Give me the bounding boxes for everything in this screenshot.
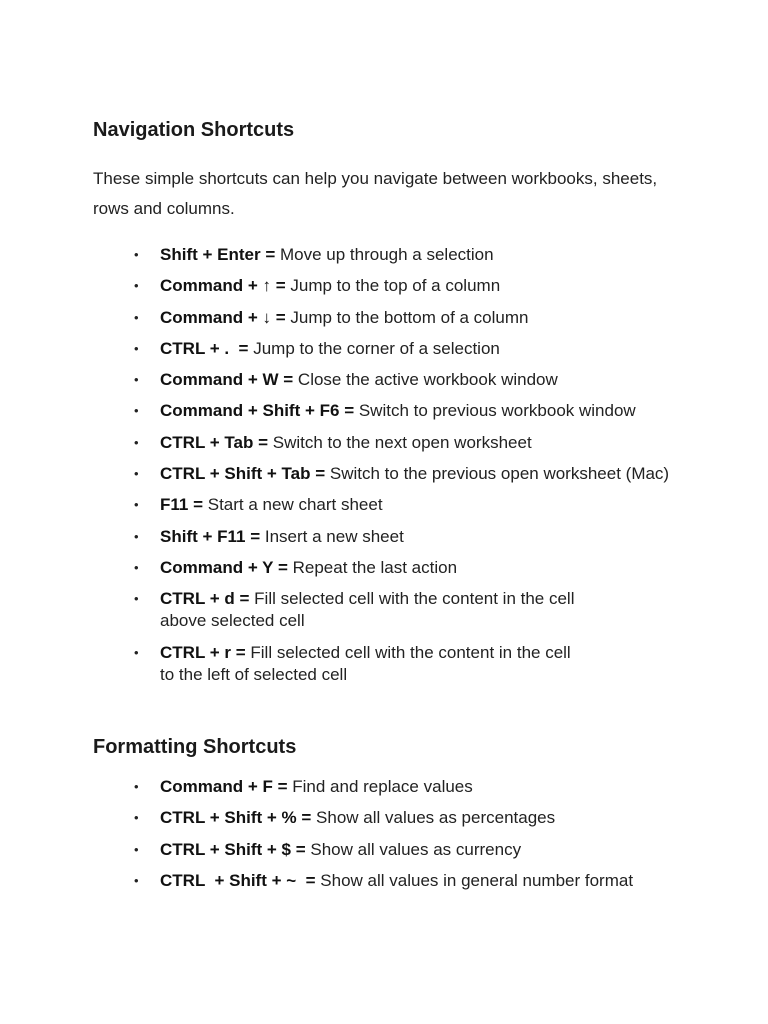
list-item bbox=[93, 807, 693, 829]
shortcut-description: Insert a new sheet bbox=[260, 526, 404, 546]
list-item bbox=[93, 839, 693, 861]
shortcut-keys: Command + ↓ = bbox=[160, 307, 286, 327]
list-item bbox=[93, 870, 693, 892]
list-item bbox=[93, 642, 580, 686]
shortcut-description: Jump to the bottom of a column bbox=[285, 307, 529, 327]
shortcut-description: Jump to the top of a column bbox=[285, 276, 501, 296]
list-item bbox=[93, 432, 693, 454]
shortcut-description: Switch to previous workbook window bbox=[354, 401, 636, 421]
shortcut-keys: Command + F = bbox=[160, 777, 288, 796]
list-item bbox=[93, 588, 580, 632]
shortcut-description: Fill selected cell with the content in the cell to the left of selected cell bbox=[160, 642, 571, 684]
list-item bbox=[93, 307, 693, 329]
shortcut-description: Jump to the corner of a selection bbox=[248, 338, 500, 358]
navigation-intro: These simple shortcuts can help you navigate between workbooks, sheets, rows and columns. bbox=[93, 169, 658, 218]
shortcut-description: Show all values in general number format bbox=[315, 870, 634, 890]
formatting-heading: Formatting Shortcuts bbox=[93, 736, 297, 758]
list-item bbox=[93, 557, 693, 579]
shortcut-keys: F11 = bbox=[160, 495, 204, 515]
shortcut-keys: Command + Shift + F6 = bbox=[160, 401, 355, 421]
shortcut-keys: Command + ↑ = bbox=[160, 276, 286, 296]
shortcut-keys: CTRL + . = bbox=[160, 338, 249, 358]
shortcut-keys: CTRL + Shift + Tab = bbox=[160, 464, 326, 484]
list-item bbox=[93, 776, 693, 798]
shortcut-keys: CTRL + d = bbox=[160, 589, 250, 609]
list-item bbox=[93, 400, 693, 422]
shortcut-description: Move up through a selection bbox=[275, 245, 494, 264]
list-item bbox=[93, 494, 693, 516]
list-item bbox=[93, 526, 693, 548]
shortcut-description: Find and replace values bbox=[287, 777, 473, 796]
shortcut-keys: CTRL + Shift + % = bbox=[160, 808, 312, 828]
list-item bbox=[93, 244, 693, 266]
shortcut-description: Switch to the next open worksheet bbox=[268, 432, 532, 452]
shortcut-keys: CTRL + Shift + ~ = bbox=[160, 870, 316, 890]
list-item bbox=[93, 369, 693, 391]
shortcut-description: Fill selected cell with the content in the cell above selected cell bbox=[160, 589, 575, 631]
shortcut-keys: CTRL + Shift + $ = bbox=[160, 839, 306, 859]
list-item bbox=[93, 338, 693, 360]
shortcut-description: Show all values as currency bbox=[305, 839, 522, 859]
shortcut-keys: Command + Y = bbox=[160, 557, 288, 577]
shortcut-description: Repeat the last action bbox=[287, 557, 458, 577]
navigation-heading: Navigation Shortcuts bbox=[93, 119, 295, 141]
formatting-shortcut-list bbox=[93, 776, 693, 901]
list-item bbox=[93, 275, 693, 297]
shortcut-keys: Command + W = bbox=[160, 370, 294, 390]
shortcut-description: Start a new chart sheet bbox=[203, 495, 383, 515]
shortcut-description: Close the active workbook window bbox=[293, 370, 558, 390]
navigation-shortcut-list bbox=[93, 244, 693, 695]
shortcut-keys: CTRL + Tab = bbox=[160, 432, 269, 452]
shortcut-keys: Shift + F11 = bbox=[160, 526, 261, 546]
shortcut-keys: Shift + Enter = bbox=[160, 245, 276, 264]
shortcut-description: Show all values as percentages bbox=[311, 808, 556, 828]
shortcut-keys: CTRL + r = bbox=[160, 642, 246, 662]
shortcut-description: Switch to the previous open worksheet (Mac) bbox=[325, 464, 670, 484]
list-item bbox=[93, 463, 693, 485]
